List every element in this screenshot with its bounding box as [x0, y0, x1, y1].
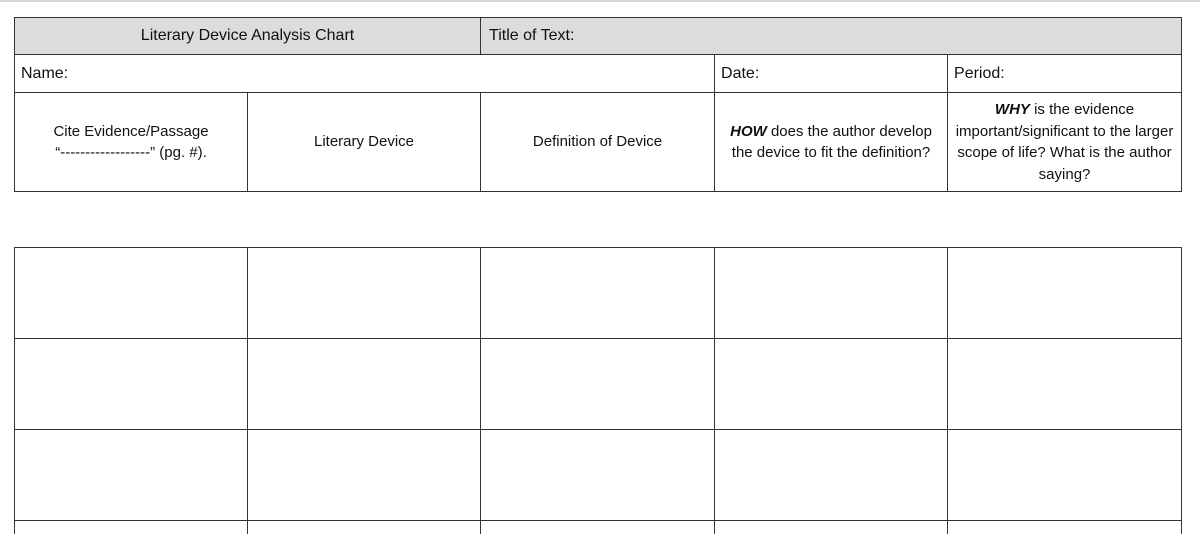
period-field[interactable]: Period:	[948, 55, 1182, 93]
column-header-definition: Definition of Device	[481, 93, 715, 192]
entry-cell-why[interactable]	[948, 430, 1182, 521]
header-table	[14, 17, 1182, 192]
chart-title: Literary Device Analysis Chart	[15, 18, 481, 55]
entry-cell-evidence[interactable]	[15, 521, 248, 534]
entry-cell-why[interactable]	[948, 521, 1182, 534]
entry-cell-how[interactable]	[715, 521, 948, 534]
column-header-how	[715, 93, 948, 192]
why-text: is the evidence important/significant to the larger scope of life? What is the author saying?	[955, 101, 1174, 183]
column-header-device: Literary Device	[248, 93, 481, 192]
entry-cell-device[interactable]	[248, 521, 481, 534]
entry-cell-definition[interactable]	[481, 248, 715, 339]
entry-cell-how[interactable]	[715, 248, 948, 339]
column-header-why	[948, 93, 1182, 192]
text-title-field[interactable]: Title of Text:	[481, 18, 1182, 55]
entry-cell-evidence[interactable]	[15, 430, 248, 521]
entry-cell-why[interactable]	[948, 248, 1182, 339]
entry-row	[15, 339, 1182, 430]
entry-cell-why[interactable]	[948, 339, 1182, 430]
date-field[interactable]: Date:	[715, 55, 948, 93]
how-emphasis: HOW	[730, 122, 767, 140]
column-headers-row	[15, 93, 1182, 192]
entry-cell-definition[interactable]	[481, 521, 715, 534]
entry-cell-definition[interactable]	[481, 339, 715, 430]
entry-cell-evidence[interactable]	[15, 248, 248, 339]
why-emphasis: WHY	[994, 101, 1030, 118]
entry-cell-definition[interactable]	[481, 430, 715, 521]
column-header-evidence	[15, 93, 248, 192]
entry-cell-evidence[interactable]	[15, 339, 248, 430]
name-row	[15, 55, 1182, 93]
entry-cell-device[interactable]	[248, 339, 481, 430]
entry-row	[15, 521, 1182, 534]
entry-cell-device[interactable]	[248, 248, 481, 339]
evidence-line1: Cite Evidence/Passage	[53, 122, 209, 140]
entry-cell-device[interactable]	[248, 430, 481, 521]
evidence-line2: “------------------” (pg. #).	[55, 144, 207, 161]
entry-row	[15, 248, 1182, 339]
entry-row	[15, 430, 1182, 521]
name-field[interactable]: Name:	[15, 55, 715, 93]
title-row	[15, 18, 1182, 55]
entry-cell-how[interactable]	[715, 339, 948, 430]
entry-grid	[14, 247, 1182, 534]
how-text: does the author develop the device to fit the definition?	[731, 122, 932, 161]
entry-cell-how[interactable]	[715, 430, 948, 521]
